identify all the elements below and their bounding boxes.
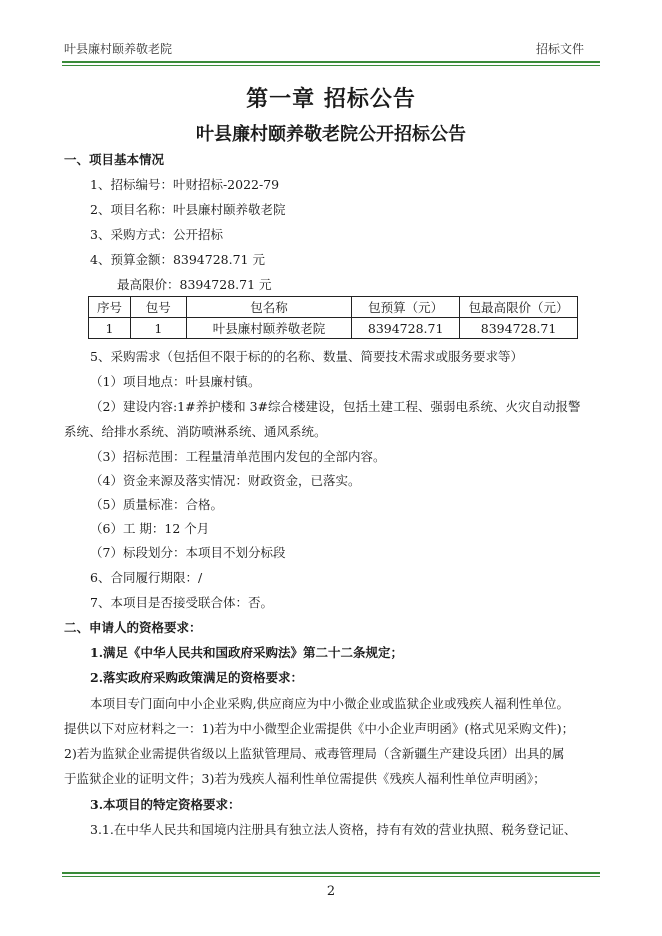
policy-para-line2: 提供以下对应材料之一：1)若为中小微型企业需提供《中小企业声明函》(格式见采购文件)； bbox=[64, 721, 575, 736]
need-content-line2: 系统、给排水系统、消防喷淋系统、通风系统。 bbox=[64, 424, 327, 439]
item-max-price: 最高限价：8394728.71 元 bbox=[117, 277, 272, 292]
cell-package-max: 8394728.71 bbox=[460, 318, 578, 339]
need-lots: （7）标段划分：本项目不划分标段 bbox=[90, 545, 286, 560]
req-procurement-law: 1.满足《中华人民共和国政府采购法》第二十二条规定； bbox=[90, 645, 404, 660]
item-needs-intro: 5、采购需求（包括但不限于标的的名称、数量、简要技术需求或服务要求等） bbox=[90, 349, 523, 364]
policy-para-line3: 2)若为监狱企业需提供省级以上监狱管理局、戒毒管理局（含新疆生产建设兵团）出具的属 bbox=[64, 746, 565, 761]
item-project-name: 2、项目名称：叶县廉村颐养敬老院 bbox=[90, 202, 286, 217]
cell-index: 1 bbox=[89, 318, 131, 339]
th-package-budget: 包预算（元） bbox=[352, 297, 460, 318]
header-rule-thin bbox=[62, 65, 600, 66]
req-specific-3-1: 3.1.在中华人民共和国境内注册具有独立法人资格，持有有效的营业执照、税务登记证、 bbox=[90, 822, 577, 837]
footer-rule bbox=[62, 872, 600, 874]
header-left-title: 叶县廉村颐养敬老院 bbox=[64, 42, 173, 56]
cell-package-budget: 8394728.71 bbox=[352, 318, 460, 339]
footer-rule-thin bbox=[62, 876, 600, 877]
th-package-no: 包号 bbox=[130, 297, 186, 318]
table-row bbox=[89, 318, 578, 339]
notice-title: 叶县廉村颐养敬老院公开招标公告 bbox=[196, 124, 466, 145]
item-consortium: 7、本项目是否接受联合体：否。 bbox=[90, 595, 273, 610]
item-bid-number: 1、招标编号：叶财招标-2022-79 bbox=[90, 177, 280, 192]
section2-heading: 二、申请人的资格要求： bbox=[64, 620, 202, 635]
policy-para-line1: 本项目专门面向中小企业采购,供应商应为中小微企业或监狱企业或残疾人福利性单位。 bbox=[90, 696, 569, 711]
page-number: 2 bbox=[326, 884, 336, 899]
header-right-title: 招标文件 bbox=[536, 42, 585, 56]
need-scope: （3）招标范围：工程量清单范围内发包的全部内容。 bbox=[90, 449, 386, 464]
cell-package-no: 1 bbox=[130, 318, 186, 339]
need-quality: （5）质量标准：合格。 bbox=[90, 497, 223, 512]
chapter-title: 第一章 招标公告 bbox=[246, 86, 416, 112]
th-package-name: 包名称 bbox=[186, 297, 351, 318]
req-policy-heading: 2.落实政府采购政策满足的资格要求： bbox=[90, 670, 304, 685]
table-header-row bbox=[89, 297, 578, 318]
package-table bbox=[88, 296, 578, 339]
item-procurement-method: 3、采购方式：公开招标 bbox=[90, 227, 223, 242]
th-index: 序号 bbox=[89, 297, 131, 318]
policy-para-line4: 于监狱企业的证明文件；3)若为残疾人福利性单位需提供《残疾人福利性单位声明函》； bbox=[64, 771, 546, 786]
header-rule bbox=[62, 61, 600, 63]
cell-package-name: 叶县廉村颐养敬老院 bbox=[186, 318, 351, 339]
need-content-line1: （2）建设内容:1#养护楼和 3#综合楼建设，包括土建工程、强弱电系统、火灾自动报警 bbox=[90, 399, 581, 414]
section1-heading: 一、项目基本情况 bbox=[64, 152, 165, 167]
need-funds: （4）资金来源及落实情况：财政资金，已落实。 bbox=[90, 473, 361, 488]
need-period: （6）工 期：12 个月 bbox=[90, 521, 210, 536]
item-contract-period: 6、合同履行期限：/ bbox=[90, 570, 203, 585]
th-package-max: 包最高限价（元） bbox=[460, 297, 578, 318]
need-location: （1）项目地点：叶县廉村镇。 bbox=[90, 374, 261, 389]
req-specific-heading: 3.本项目的特定资格要求： bbox=[90, 797, 241, 812]
item-budget: 4、预算金额：8394728.71 元 bbox=[90, 252, 265, 267]
